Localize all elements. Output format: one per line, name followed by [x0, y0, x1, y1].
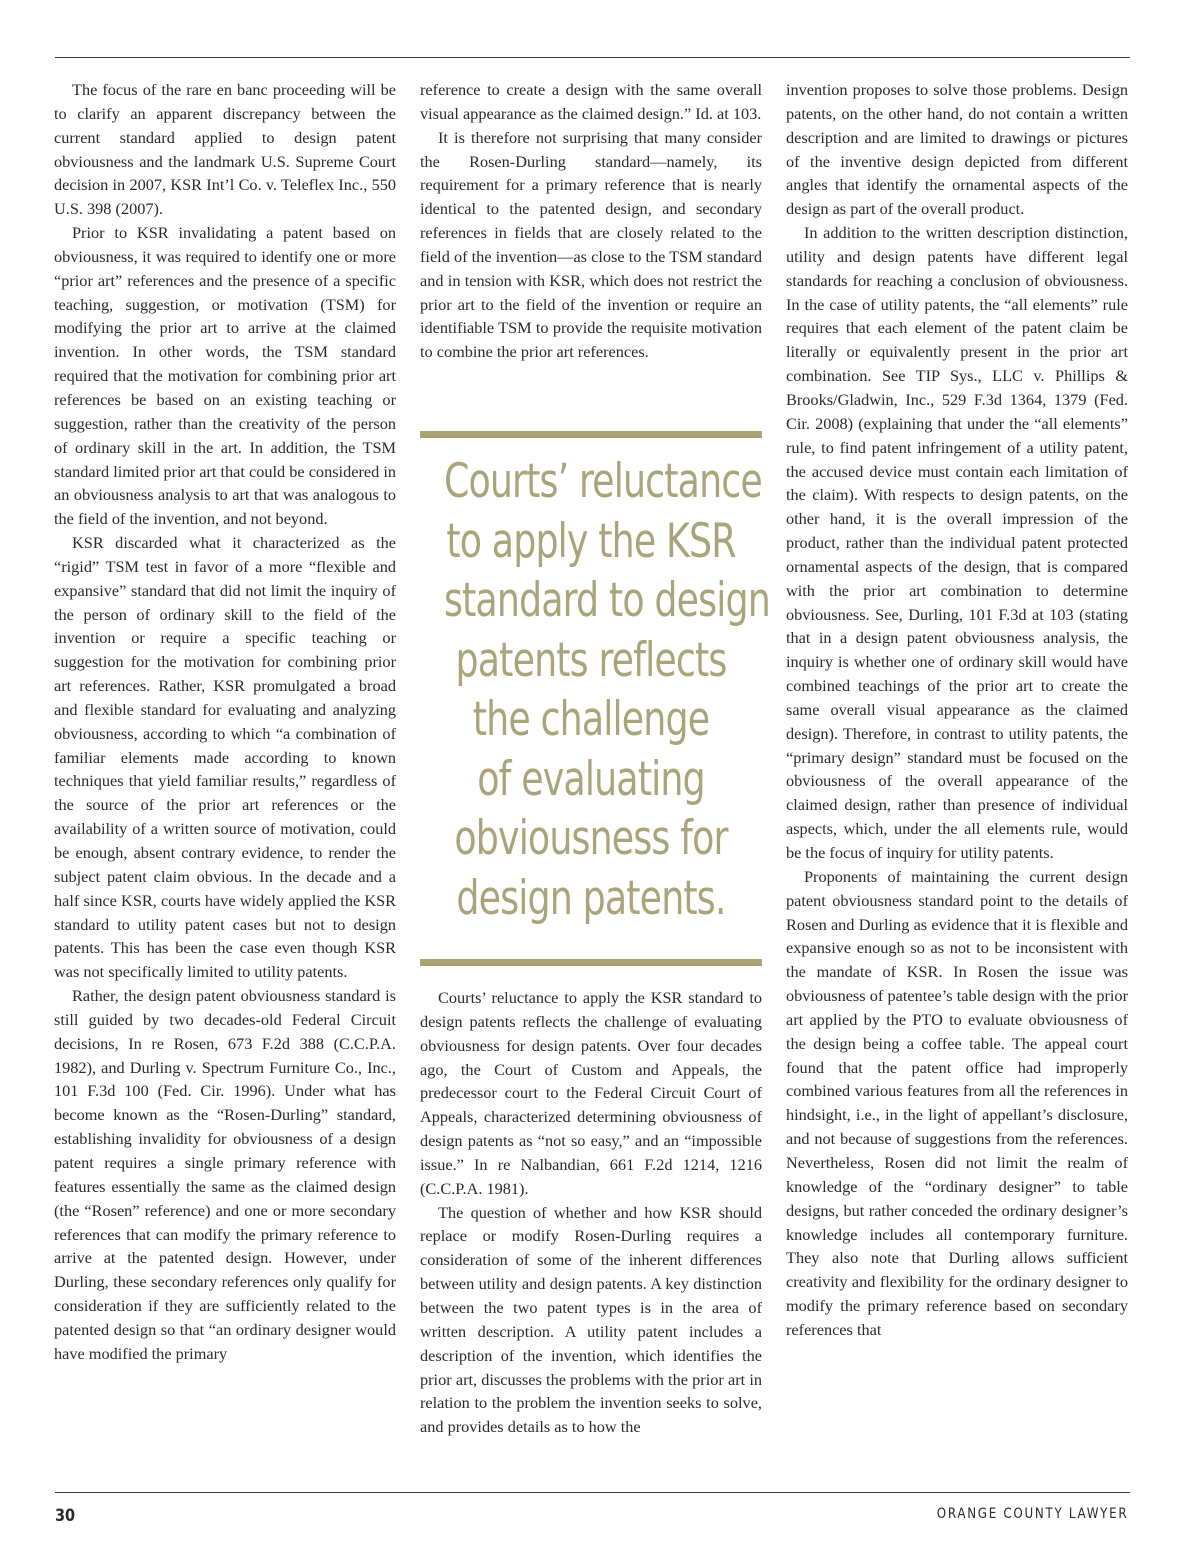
paragraph: In addition to the written description distinction, utility and design patents have different legal standards for reaching a conclusion of obviousness. In the case of utility patents, the “all elements” rule requires that each element of the patent claim be literally or equivalently present in the prior art combination. See TIP Sys., LLC v. Phillips & Brooks/Gladwin, Inc., 529 F.3d 1364, 1379 (Fed. Cir. 2008) (explaining that under the “all elements” rule, to find patent infringement of a utility patent, the accused device must contain each limitation of the claim). With respects to design patents, on the other hand, it is the overall impression of the product, rather than the individual patent protected ornamental aspects of the design, that is compared with the prior art combination to determine obviousness. See, Durling, 101 F.3d at 103 (stating that in a design patent obviousness analysis, the inquiry is whether one of ordinary skill would have combined teachings of the prior art to create the same overall visual appearance as the claimed design). Therefore, in contrast to utility patents, the “primary design” standard must be focused on the obviousness of the overall appearance of the claimed design, rather than presence of individual aspects, which, under the all elements rule, would be the focus of inquiry for utility patents. — [786, 223, 1128, 862]
paragraph: Courts’ reluctance to apply the KSR standard to design patents reflects the challenge of evaluating obviousness for design patents. Over four decades ago, the Court of Custom and Appeals, the predecessor court to the Federal Circuit Court of Appeals, characterized determining obviousness of design patents as “not so easy,” and an “impossible issue.” In re Nalbandian, 661 F.2d 1214, 1216 (C.C.P.A. 1981). — [420, 988, 762, 1198]
pull-quote-line: standard to design — [443, 573, 770, 628]
column-2-lower — [420, 986, 762, 1439]
pull-quote-line: patents reflects — [455, 632, 727, 688]
paragraph: KSR discarded what it characterized as the “rigid” TSM test in favor of a more “flexible and expansive” standard that did not limit the inquiry of the person of ordinary skill to the field of the invention or require a specific teaching or suggestion for the motivation for combining prior art references. Rather, KSR promulgated a broad and flexible standard for evaluating and analyzing obviousness, according to which “a combination of familiar elements made according to known techniques that yield familiar results,” regardless of the source of the prior art references or the availability of a written source of motivation, could be enough, absent contrary evidence, to render the subject patent claim obvious. In the decade and a half since KSR, courts have widely applied the KSR standard to utility patent cases but not to design patents. This has been the case even though KSR was not specifically limited to utility patents. — [54, 533, 396, 982]
pull-quote-line: of evaluating — [477, 751, 705, 807]
header-rule — [55, 57, 1130, 58]
paragraph: reference to create a design with the same overall visual appearance as the claimed design.” Id. at 103. — [420, 80, 762, 123]
footer-rule — [55, 1492, 1130, 1493]
paragraph: The focus of the rare en banc proceeding will be to clarify an apparent discrepancy between the current standard applied to design patent obviousness and the landmark U.S. Supreme Court decision in 2007, KSR Int’l Co. v. Teleflex Inc., 550 U.S. 398 (2007). — [54, 80, 396, 219]
pull-quote-bottom-rule — [420, 959, 762, 966]
paragraph: invention proposes to solve those problems. Design patents, on the other hand, do not contain a written description and are limited to drawings or pictures of the inventive design depicted from different angles that identify the ornamental aspects of the design as part of the overall product. — [786, 80, 1128, 219]
pull-quote — [420, 452, 770, 928]
publication-name: ORANGE COUNTY LAWYER — [936, 1506, 1128, 1522]
pull-quote-line: Courts’ reluctance — [443, 454, 762, 509]
paragraph: Prior to KSR invalidating a patent based on obviousness, it was required to identify one or more “prior art” references and the presence of a specific teaching, suggestion, or motivation (TSM) for modifying the prior art to arrive at the claimed invention. In other words, the TSM standard required that the motivation for combining prior art references be based on an existing teaching or suggestion, rather than the creativity of the person of ordinary skill in the art. In addition, the TSM standard limited prior art that could be considered in an obviousness analysis to art that was analogous to the field of the invention, and not beyond. — [54, 223, 396, 529]
pull-quote-top-rule — [420, 431, 762, 438]
column-2-upper — [420, 78, 762, 364]
page-number: 30 — [55, 1506, 76, 1526]
column-3 — [786, 78, 1128, 1342]
pull-quote-line: to apply the KSR — [446, 513, 736, 569]
paragraph: Proponents of maintaining the current design patent obviousness standard point to the details of Rosen and Durling as evidence that it is flexible and expansive enough so as not to be inconsistent with the mandate of KSR. In Rosen the issue was obviousness of patentee’s table design with the prior art applied by the PTO to evaluate obviousness of the design being a coffee table. The appeal court found that the patent office had improperly combined various features from all the references in hindsight, i.e., in the light of appellant’s disclosure, and not because of suggestions from the references. Nevertheless, Rosen did not limit the realm of knowledge of the “ordinary designer” to table designs, but rather conceded the ordinary designer’s knowledge includes all contemporary furniture. They also note that Durling allows sufficient creativity and flexibility for the ordinary designer to modify the primary reference based on secondary references that — [786, 866, 1128, 1339]
paragraph: The question of whether and how KSR should replace or modify Rosen-Durling requires a consideration of some of the inherent differences between utility and design patents. A key distinction between the two patent types is in the area of written description. A utility patent includes a description of the invention, which identifies the prior art, discusses the problems with the prior art in relation to the problem the invention seeks to solve, and provides details as to how the — [420, 1202, 762, 1437]
paragraph: Rather, the design patent obviousness standard is still guided by two decades-old Federal Circuit decisions, In re Rosen, 673 F.2d 388 (C.C.P.A. 1982), and Durling v. Spectrum Furniture Co., Inc., 101 F.3d 100 (Fed. Cir. 1996). Under what has become known as the “Rosen-Durling” standard, establishing invalidity for obviousness of a design patent requires a single primary reference with features essentially the same as the claimed design (the “Rosen” reference) and one or more secondary references that can modify the primary reference to arrive at the patented design. However, under Durling, these secondary references only qualify for consideration if they are sufficiently related to the patented design so that “an ordinary designer would have modified the primary — [54, 986, 396, 1363]
paragraph: It is therefore not surprising that many consider the Rosen-Durling standard—namely, its requirement for a primary reference that is nearly identical to the patented design, and secondary references in fields that are closely related to the field of the invention—as close to the TSM standard and in tension with KSR, which does not restrict the prior art to the field of the invention or require an identifiable TSM to provide the requisite motivation to combine the prior art references. — [420, 127, 762, 362]
pull-quote-line: the challenge — [472, 692, 710, 747]
column-1 — [54, 78, 396, 1366]
pull-quote-line: design patents. — [456, 870, 726, 926]
pull-quote-line: obviousness for — [454, 811, 728, 866]
